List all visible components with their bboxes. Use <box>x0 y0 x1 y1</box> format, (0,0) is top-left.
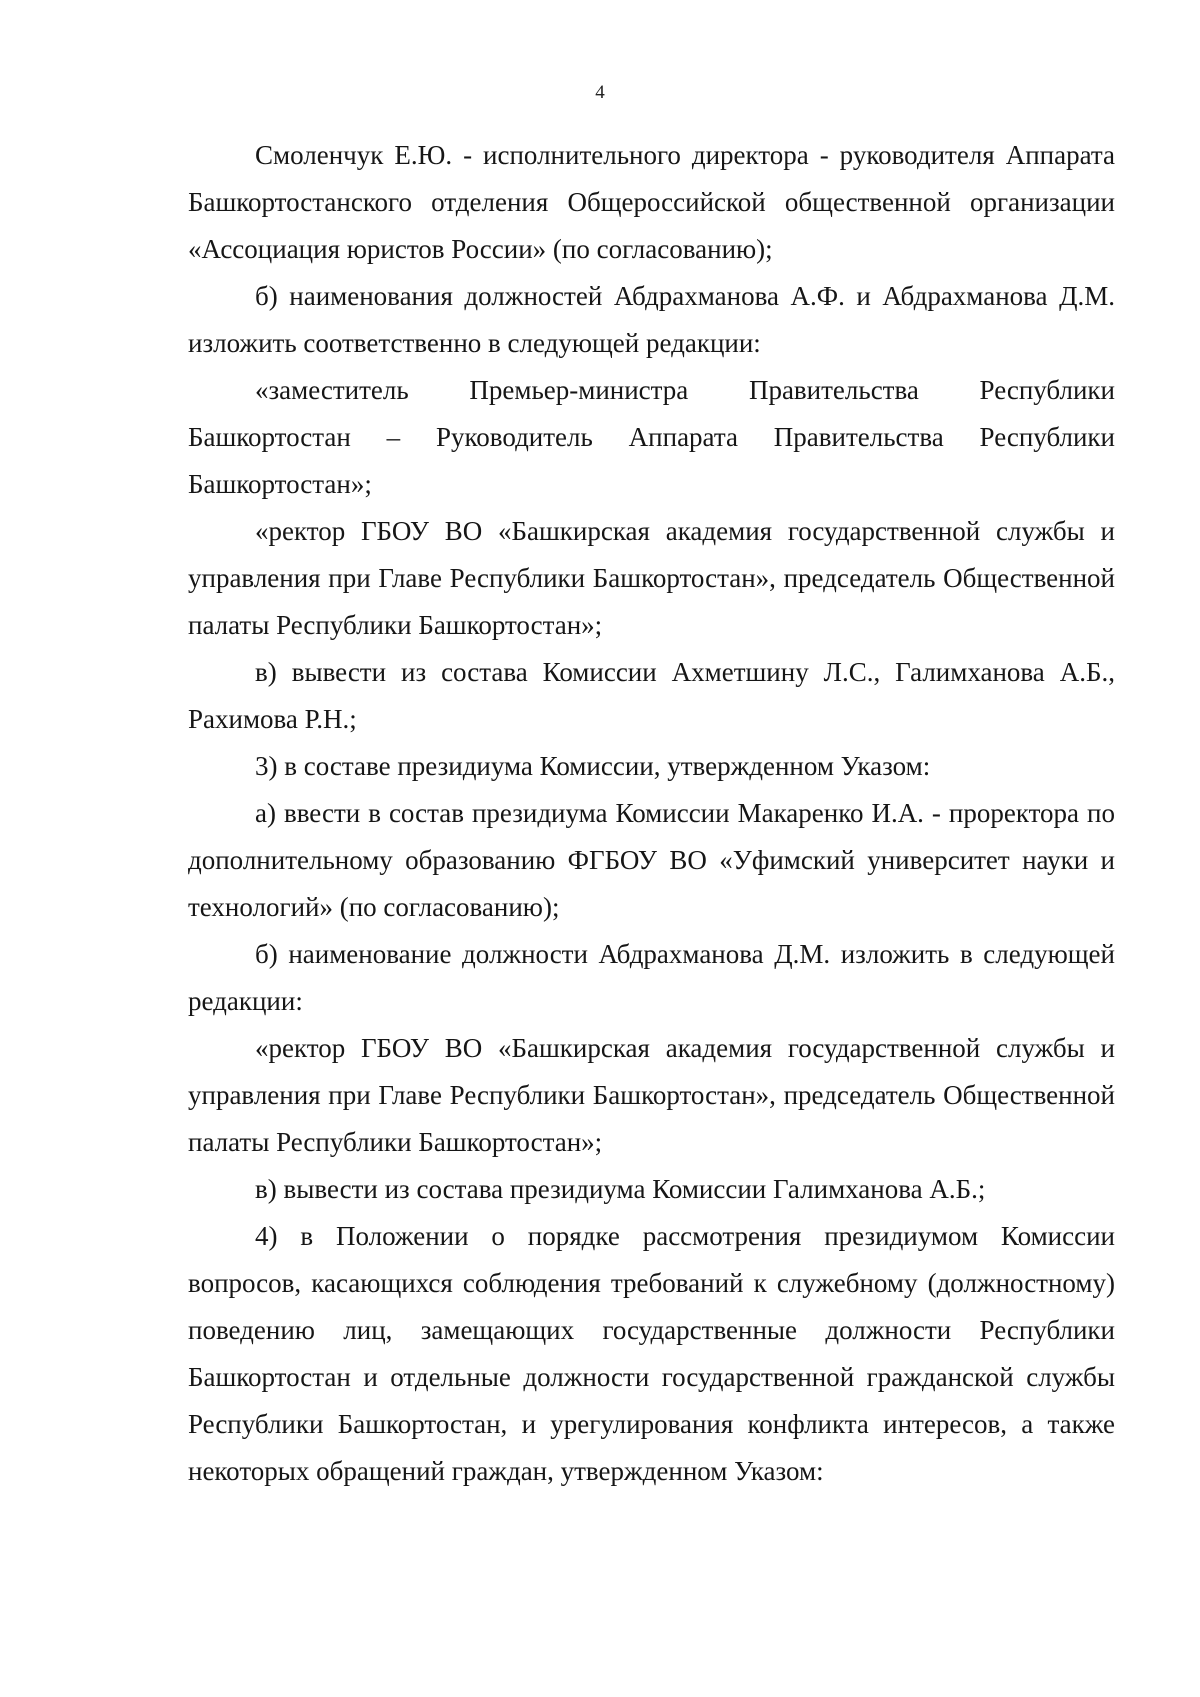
paragraph-4-regulation: 4) в Положении о порядке рассмотрения президиумом Комиссии вопросов, касающихся соблюдения требований к служебному (должностному) поведению лиц, замещающих государственные должности Республики Башкортостан и отдельные должности государственной гражданской службы Республики Башкортостан, и урегулирования конфликта интересов, а также некоторых обращений граждан, утвержденном Указом: <box>188 1221 1115 1486</box>
paragraph-rector-title-presidium: «ректор ГБОУ ВО «Башкирская академия государственной службы и управления при Главе Республики Башкортостан», председатель Общественной палаты Республики Башкортостан»; <box>188 1033 1115 1157</box>
paragraph-smolenchuk: Смоленчук Е.Ю. - исполнительного директора - руководителя Аппарата Башкортостанского отделения Общероссийской общественной организации «Ассоциация юристов России» (по согласованию); <box>188 140 1115 264</box>
paragraph-rector-title: «ректор ГБОУ ВО «Башкирская академия государственной службы и управления при Главе Республики Башкортостан», председатель Общественной палаты Республики Башкортостан»; <box>188 516 1115 640</box>
paragraph-a-add-makarenko: а) ввести в состав президиума Комиссии Макаренко И.А. - проректора по дополнительному образованию ФГБОУ ВО «Уфимский университет науки и технологий» (по согласованию); <box>188 798 1115 922</box>
paragraph-3-presidium: 3) в составе президиума Комиссии, утвержденном Указом: <box>255 751 931 781</box>
paragraph-v-remove-from-commission: в) вывести из состава Комиссии Ахметшину Л.С., Галимханова А.Б., Рахимова Р.Н.; <box>188 657 1115 734</box>
paragraph-deputy-premier-title: «заместитель Премьер-министра Правительства Республики Башкортостан – Руководитель Аппарата Правительства Республики Башкортостан»; <box>188 375 1115 499</box>
paragraph-b-position-titles: б) наименования должностей Абдрахманова А.Ф. и Абдрахманова Д.М. изложить соответственно в следующей редакции: <box>188 281 1115 358</box>
document-body <box>188 132 1115 1495</box>
paragraph-b-position-title: б) наименование должности Абдрахманова Д.М. изложить в следующей редакции: <box>188 939 1115 1016</box>
page-number: 4 <box>595 82 605 103</box>
paragraph-v-remove-from-presidium: в) вывести из состава президиума Комиссии Галимханова А.Б.; <box>255 1174 986 1204</box>
